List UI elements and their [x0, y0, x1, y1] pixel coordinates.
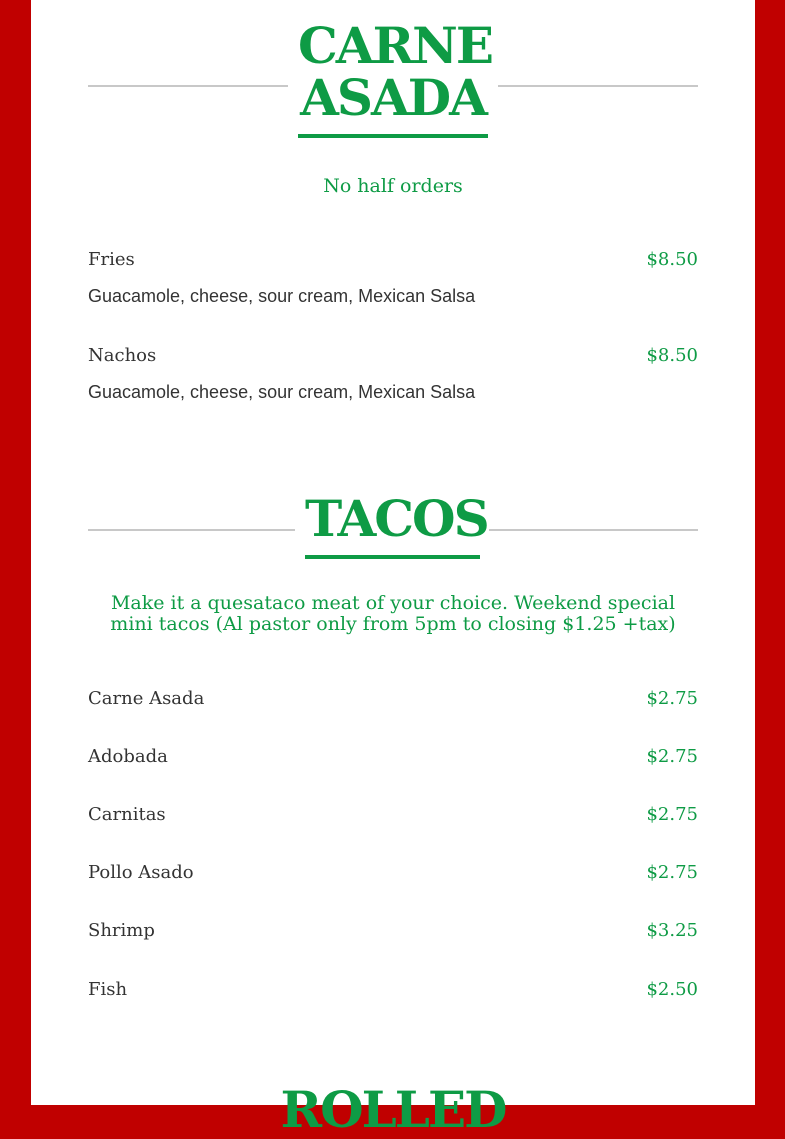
item-name: Pollo Asado [88, 862, 194, 883]
item-name: Carnitas [88, 804, 166, 825]
tacos-title-text: TACOS [305, 489, 488, 548]
rolled-title-text: ROLLED [280, 1080, 506, 1139]
carne-asada-header [88, 0, 698, 145]
item-price: $3.25 [646, 920, 698, 941]
item-price: $8.50 [646, 345, 698, 366]
menu-item [88, 688, 698, 710]
tacos-note-line1: Make it a quesataco meat of your choice. Weekend special [110, 592, 676, 614]
tacos-note-line2: mini tacos (Al pastor only from 5pm to closing $1.25 +tax) [110, 613, 676, 635]
menu-item [88, 920, 698, 942]
menu-item [88, 862, 698, 884]
item-description: Guacamole, cheese, sour cream, Mexican Salsa [88, 286, 476, 306]
carne-asada-note: No half orders [323, 175, 463, 197]
tacos-title [305, 489, 488, 559]
tacos-header [88, 490, 698, 565]
item-name: Fish [88, 979, 128, 1000]
item-price: $2.50 [646, 979, 698, 1000]
right-divider [498, 85, 698, 87]
item-name: Carne Asada [88, 688, 205, 709]
item-price: $2.75 [646, 804, 698, 825]
menu-item [88, 979, 698, 1001]
rolled-header [88, 1080, 698, 1139]
menu-item [88, 804, 698, 826]
item-name: Shrimp [88, 920, 155, 941]
left-divider [88, 85, 288, 87]
right-divider [489, 529, 698, 531]
item-name: Adobada [88, 746, 168, 767]
item-description: Guacamole, cheese, sour cream, Mexican Salsa [88, 382, 476, 402]
left-divider [88, 529, 295, 531]
menu-item [88, 249, 698, 309]
menu-page [31, 0, 755, 1139]
menu-item [88, 746, 698, 768]
rolled-title [273, 1080, 513, 1139]
item-price: $8.50 [646, 249, 698, 270]
carne-asada-title [298, 16, 492, 138]
carne-asada-title-line2: ASADA [300, 68, 486, 127]
item-price: $2.75 [646, 746, 698, 767]
carne-asada-title-line1: CARNE [298, 16, 492, 75]
item-name: Fries [88, 249, 135, 270]
item-price: $2.75 [646, 688, 698, 709]
item-name: Nachos [88, 345, 157, 366]
menu-item [88, 345, 698, 405]
item-price: $2.75 [646, 862, 698, 883]
